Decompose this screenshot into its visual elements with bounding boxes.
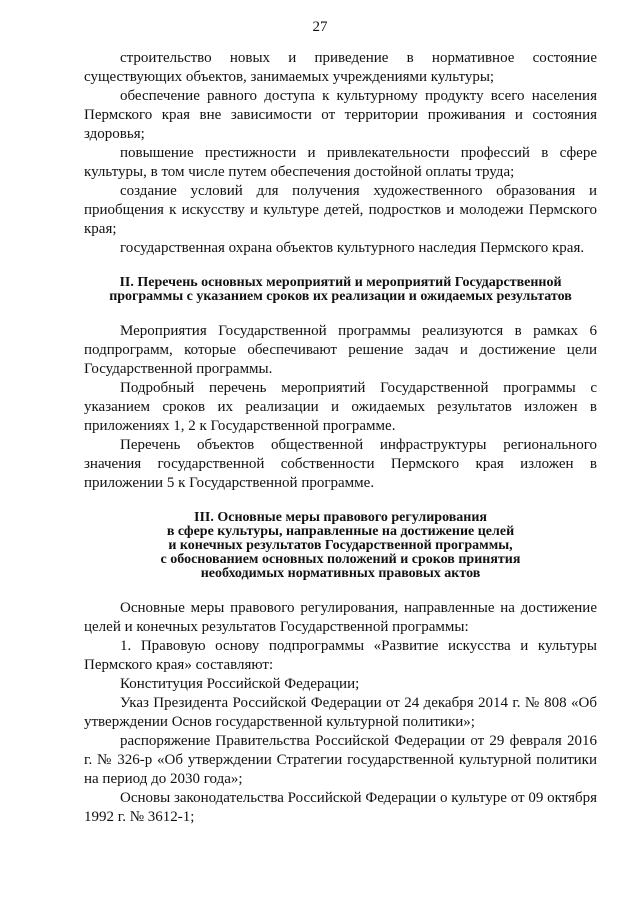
section-3-paragraph: Конституция Российской Федерации; bbox=[120, 676, 360, 692]
section-2-paragraph: Мероприятия Государственной программы реализуются в рамках 6 подпрограмм, которые обеспечивают решение задач и достижение цели Государственной программы. bbox=[84, 323, 597, 377]
section-3-heading-line: в сфере культуры, направленные на достижение целей bbox=[166, 524, 515, 539]
section-3-paragraph: Основы законодательства Российской Федерации о культуре от 09 октября 1992 г. № 3612-1; bbox=[84, 790, 597, 825]
section-3-heading bbox=[84, 511, 597, 581]
section-3-heading-line: с обоснованием основных положений и сроков принятия bbox=[160, 552, 521, 567]
section-2-heading bbox=[84, 276, 597, 304]
list-item-art-education: создание условий для получения художественного образования и приобщения к искусству и культуре детей, подростков и молодежи Пермского края; bbox=[84, 183, 597, 237]
list-item-construction: строительство новых и приведение в нормативное состояние существующих объектов, занимаемых учреждениями культуры; bbox=[84, 50, 597, 85]
section-3-heading-line: III. Основные меры правового регулирования bbox=[194, 510, 487, 525]
section-3-heading-line: необходимых нормативных правовых актов bbox=[200, 566, 481, 581]
section-3-heading-line: и конечных результатов Государственной программы, bbox=[168, 538, 513, 553]
section-3-paragraph: Основные меры правового регулирования, направленные на достижение целей и конечных результатов Государственной программы: bbox=[84, 600, 597, 635]
section-3-paragraph: 1. Правовую основу подпрограммы «Развитие искусства и культуры Пермского края» составляют: bbox=[84, 638, 597, 673]
section-2-heading-line: II. Перечень основных мероприятий и мероприятий Государственной bbox=[119, 275, 562, 290]
list-item-heritage: государственная охрана объектов культурного наследия Пермского края. bbox=[120, 240, 585, 256]
section-3-paragraph: Указ Президента Российской Федерации от 24 декабря 2014 г. № 808 «Об утверждении Основ государственной культурной политики»; bbox=[84, 695, 597, 730]
section-2-paragraph: Перечень объектов общественной инфраструктуры регионального значения государственной собственности Пермского края изложен в приложении 5 к Государственной программе. bbox=[84, 437, 597, 491]
section-2-paragraph: Подробный перечень мероприятий Государственной программы с указанием сроков их реализации и ожидаемых результатов изложен в приложениях 1, 2 к Государственной программе. bbox=[84, 380, 597, 434]
list-item-equal-access: обеспечение равного доступа к культурному продукту всего населения Пермского края вне зависимости от территории проживания и состояния здоровья; bbox=[84, 88, 597, 142]
list-item-prestige: повышение престижности и привлекательности профессий в сфере культуры, в том числе путем обеспечения достойной оплаты труда; bbox=[84, 145, 597, 180]
page-number: 27 bbox=[312, 19, 328, 35]
document-body bbox=[84, 49, 597, 827]
section-2-heading-line: программы с указанием сроков их реализации и ожидаемых результатов bbox=[109, 289, 572, 304]
section-3-paragraph: распоряжение Правительства Российской Федерации от 29 февраля 2016 г. № 326-р «Об утверждении Стратегии государственной культурной политики на период до 2030 года»; bbox=[84, 733, 597, 787]
